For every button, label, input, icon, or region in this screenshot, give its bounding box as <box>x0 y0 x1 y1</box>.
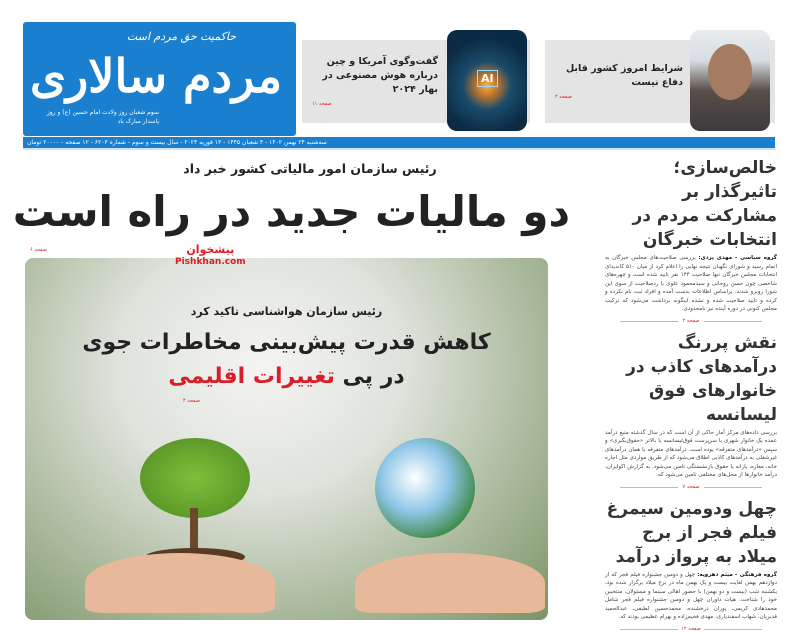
headline-highlight: تغییرات اقلیمی <box>168 364 335 389</box>
masthead-logo <box>23 22 296 136</box>
article-1[interactable] <box>605 156 777 325</box>
article-3[interactable] <box>605 497 777 633</box>
photo-headline-1: کاهش قدرت پیش‌بینی مخاطرات جوی <box>82 330 491 355</box>
right-column <box>605 156 777 633</box>
globe-illustration <box>375 438 475 538</box>
photo-kicker: رئیس سازمان هواشناسی تاکید کرد <box>190 305 383 318</box>
page-ref: صفحه ۲ <box>555 94 572 100</box>
page-ref: صفحه ۱۱ <box>312 101 332 107</box>
photo-story[interactable] <box>25 258 548 620</box>
article-byline: گروه فرهنگی - میثم دهرویه: <box>697 571 778 578</box>
page-ref: صفحه ۷ <box>678 483 704 491</box>
occasion-note: سوم شعبان روز ولادت امام حسین (ع) و روز پاسدار مبارک باد <box>46 109 159 125</box>
photo-headline-2: در پی تغییرات اقلیمی <box>168 364 405 389</box>
hand-left <box>85 553 275 613</box>
ai-chip-label: AI <box>477 70 498 87</box>
masthead-slogan: حاکمیت حق مردم است <box>126 30 236 43</box>
article-title: خالص‌سازی؛ تاثیرگذار بر مشارکت مردم در انتخابات خبرگان <box>632 158 777 250</box>
dateline: سه‌شنبه ۲۴ بهمن ۱۴۰۲ - ۳ شعبان ۱۴۴۵ - ۱۳ فوریه ۲۰۲۴ - سال بیست و سوم - شماره ۶۲۰۳ - ۱۲ صفحه - ۲۰۰۰۰ تومان <box>27 139 327 146</box>
dateline-bar <box>23 137 775 150</box>
article-body: بررسی صلاحیت‌های مجلس خبرگان به اتمام رسید و شورای نگهبان نتیجه نهایی را اعلام کرد از میان ۵۱۰ کاندیدای انتخابات مجلس خبرگان تنها صلاحیت ۱۴۴ نفر تایید شده است و چهره‌های شاخصی چون حسن روحانی و سیدمحمود علوی با ردصلاحیت از سوی این شورا روبرو شدند. براساس اطلاعات بدست آمده و افراد ثبت نام نکرده و کرده و تایید صلاحیت شده و نشده اینگونه برداشت می‌شود که ترکیب مجلس کنونی در دوره آینده نیز نامحدودی. <box>605 255 777 312</box>
lead-headline[interactable]: دو مالیات جدید در راه است <box>12 187 570 236</box>
watermark-logo: پیشخوان Pishkhan.com <box>175 243 246 267</box>
article-title: چهل ودومین سیمرغ فیلم فجر از برج میلاد به پرواز درآمد <box>606 498 777 567</box>
ai-image <box>447 30 527 131</box>
teaser-title: شرایط امروز کشور قابل دفاع نیست <box>565 63 683 88</box>
article-body: بررسی داده‌های مرکز آمار حاکی از آن است که در سال گذشته منبع درآمد عمده یک خانوار شهری با سرپرست فوق‌لیسانسه یا بالاتر «حقوق‌بگیری» و سپس «درآمدهای متفرقه» بوده است. درآمدهای متفرقه یا همان درآمدهای غیرشغلی به درآمدهای کاذبی اطلاق می‌شود که از طریق مواردی مثل اجاره خانه، مغازه، یارانه یا حقوق بازنشستگی تامین می‌شود. به گزارش اکوایران، درآمد خانوارها از محل‌های مختلفی تامین می‌شود که. <box>605 429 777 478</box>
teaser-title: گفت‌وگوی آمریکا و چین درباره هوش مصنوعی در بهار ۲۰۲۴ <box>322 56 438 95</box>
article-2[interactable] <box>605 331 777 491</box>
lead-kicker: رئیس سازمان امور مالیاتی کشور خبر داد <box>183 161 437 176</box>
article-title: نقش پررنگ درآمدهای کاذب در خانوارهای فوق لیسانسه <box>626 332 777 425</box>
page-ref: صفحه ۱۲ <box>678 625 704 633</box>
page-ref: صفحه ۲ <box>678 317 704 325</box>
article-body: چهل و دومین جشنواره فیلم فجر که از دوازدهم بهمن لغایت بیست و یک بهمن ماه در برج میلاد برگزار شده بود، یکشنبه شب (بیست و دو بهمن) با حضور اهالی سینما و مسئولان، منتخبین خود را شناخت. هیات داوران چهل و دومین جشنواره فیلم فجر شامل محمدهادی کریمی، پوران درخشنده، محمدحسین لطیفی، عبدالحمید قدیریان، شهاب اسفندیاری، مهدی فخیم‌زاده و بهرام عظیمی بودند که. <box>605 571 777 620</box>
hand-right <box>355 553 545 613</box>
article-byline: گروه سیاسی - مهدی یزدی: <box>698 255 777 261</box>
tree-illustration <box>140 438 250 518</box>
portrait-photo <box>690 30 770 131</box>
page-ref: صفحه ۶ <box>30 247 47 253</box>
page-ref: صفحه ۴ <box>183 398 200 404</box>
newspaper-name: مردم سالاری <box>29 49 282 103</box>
